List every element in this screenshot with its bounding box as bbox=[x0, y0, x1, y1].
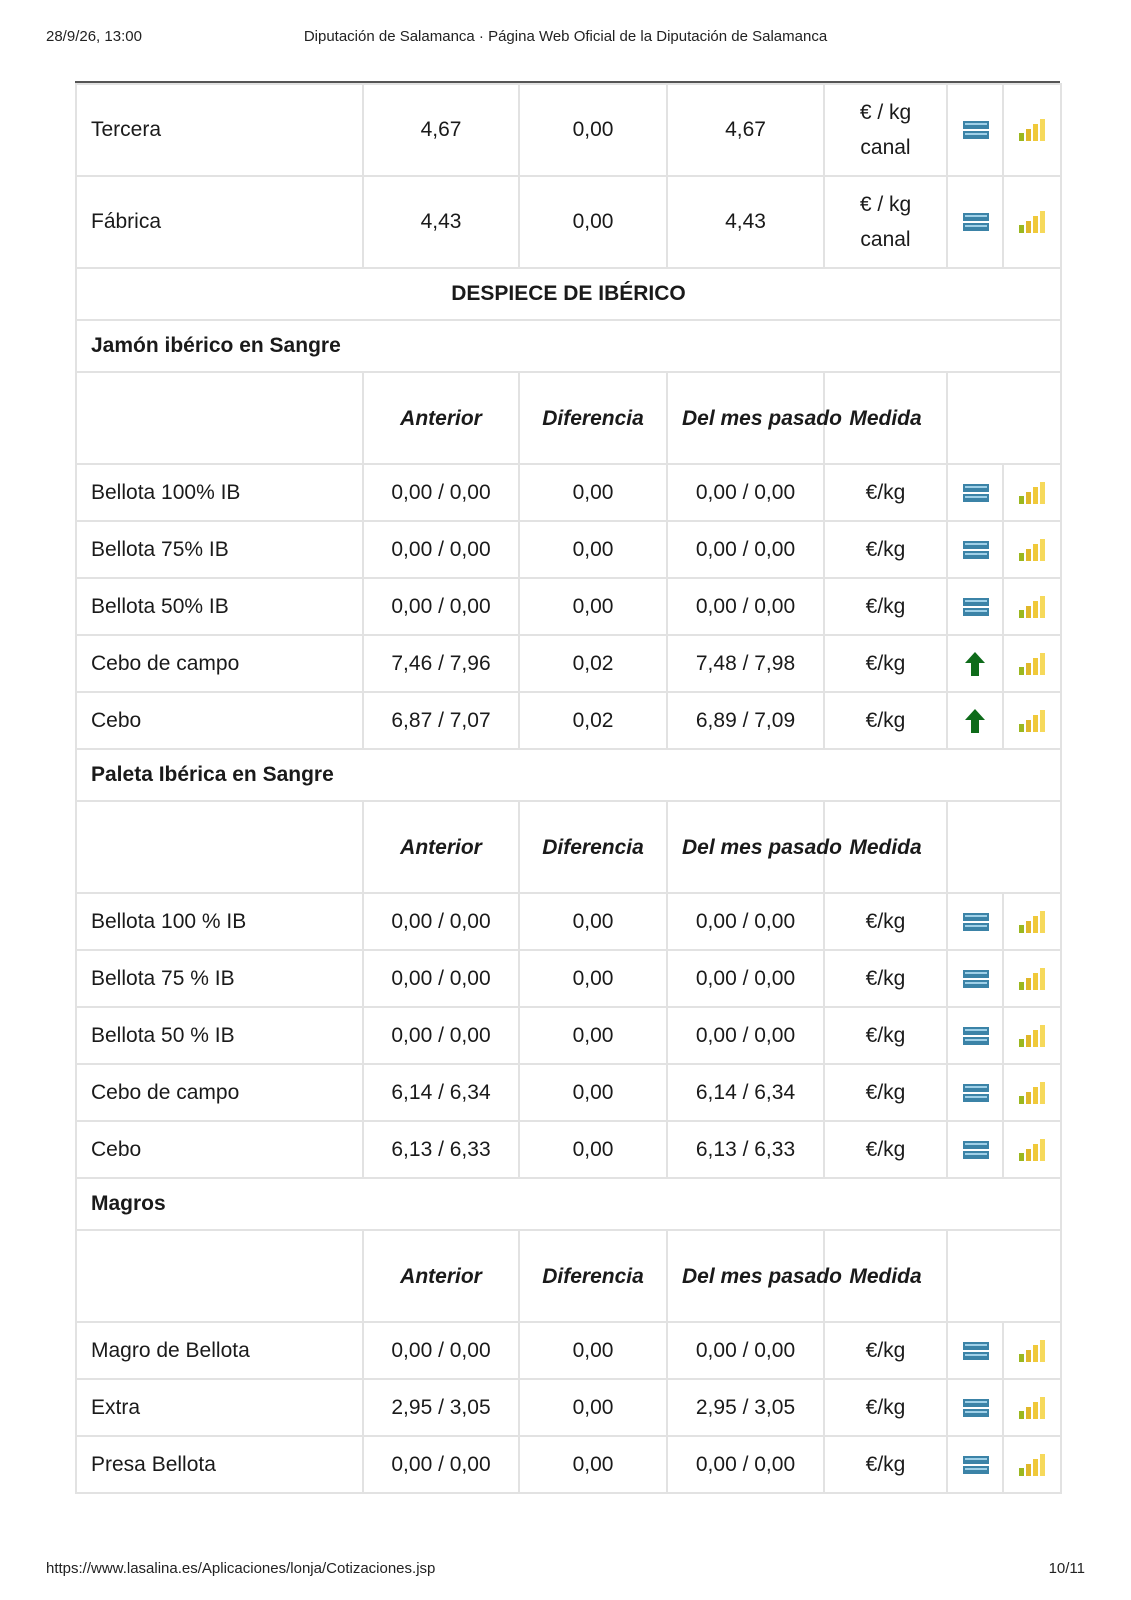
table-row bbox=[76, 950, 1061, 1007]
table-row bbox=[76, 893, 1061, 950]
row-diferencia: 0,00 bbox=[519, 893, 667, 950]
row-medida: €/kg bbox=[824, 692, 947, 749]
row-medida bbox=[824, 84, 947, 176]
row-medida: €/kg bbox=[824, 1322, 947, 1379]
row-medida: €/kg bbox=[824, 1007, 947, 1064]
row-diferencia: 0,00 bbox=[519, 1322, 667, 1379]
row-name: Presa Bellota bbox=[76, 1436, 363, 1493]
medida-line: € / kg bbox=[859, 101, 912, 124]
table-row bbox=[76, 1121, 1061, 1178]
header-icons-empty bbox=[947, 801, 1061, 893]
row-name: Cebo bbox=[76, 1121, 363, 1178]
equal-icon bbox=[947, 84, 1003, 176]
row-medida bbox=[824, 176, 947, 268]
row-anterior: 0,00 / 0,00 bbox=[363, 578, 519, 635]
table-row bbox=[76, 1064, 1061, 1121]
header-diferencia: Diferencia bbox=[519, 1230, 667, 1322]
equal-icon bbox=[947, 1121, 1003, 1178]
section-title: DESPIECE DE IBÉRICO bbox=[76, 268, 1061, 320]
bar-chart-icon[interactable] bbox=[1003, 176, 1061, 268]
row-name: Bellota 100 % IB bbox=[76, 893, 363, 950]
equal-icon bbox=[947, 464, 1003, 521]
row-name: Tercera bbox=[76, 84, 363, 176]
row-anterior: 6,14 / 6,34 bbox=[363, 1064, 519, 1121]
medida-line: € / kg bbox=[859, 193, 912, 216]
bar-chart-icon[interactable] bbox=[1003, 521, 1061, 578]
row-del-mes: 0,00 / 0,00 bbox=[667, 1436, 824, 1493]
header-del-mes: Del mes pasado bbox=[667, 1230, 824, 1322]
row-anterior: 0,00 / 0,00 bbox=[363, 950, 519, 1007]
print-datetime: 28/9/26, 13:00 bbox=[46, 28, 142, 45]
equal-icon bbox=[947, 893, 1003, 950]
column-header-row bbox=[76, 1230, 1061, 1322]
row-diferencia: 0,00 bbox=[519, 521, 667, 578]
row-anterior: 2,95 / 3,05 bbox=[363, 1379, 519, 1436]
print-page-title: Diputación de Salamanca · Página Web Oficial de la Diputación de Salamanca bbox=[303, 28, 828, 45]
row-diferencia: 0,02 bbox=[519, 635, 667, 692]
table-row bbox=[76, 1379, 1061, 1436]
table-row bbox=[76, 521, 1061, 578]
row-diferencia: 0,00 bbox=[519, 950, 667, 1007]
row-del-mes: 0,00 / 0,00 bbox=[667, 950, 824, 1007]
row-del-mes: 6,14 / 6,34 bbox=[667, 1064, 824, 1121]
row-diferencia: 0,00 bbox=[519, 1379, 667, 1436]
bar-chart-icon[interactable] bbox=[1003, 692, 1061, 749]
row-name: Cebo de campo bbox=[76, 1064, 363, 1121]
row-del-mes: 6,13 / 6,33 bbox=[667, 1121, 824, 1178]
header-medida: Medida bbox=[824, 1230, 947, 1322]
row-diferencia: 0,00 bbox=[519, 1121, 667, 1178]
print-header bbox=[46, 28, 1085, 48]
table-row bbox=[76, 176, 1061, 268]
group-title: Magros bbox=[76, 1178, 1061, 1230]
equal-icon bbox=[947, 521, 1003, 578]
row-medida: €/kg bbox=[824, 578, 947, 635]
row-diferencia: 0,00 bbox=[519, 1064, 667, 1121]
bar-chart-icon[interactable] bbox=[1003, 893, 1061, 950]
row-del-mes: 0,00 / 0,00 bbox=[667, 578, 824, 635]
row-del-mes: 4,67 bbox=[667, 84, 824, 176]
row-diferencia: 0,00 bbox=[519, 1436, 667, 1493]
equal-icon bbox=[947, 1436, 1003, 1493]
row-name: Magro de Bellota bbox=[76, 1322, 363, 1379]
row-medida: €/kg bbox=[824, 1436, 947, 1493]
group-title: Jamón ibérico en Sangre bbox=[76, 320, 1061, 372]
medida-line: canal bbox=[860, 228, 911, 251]
group-title-row bbox=[76, 1178, 1061, 1230]
row-medida: €/kg bbox=[824, 893, 947, 950]
header-medida: Medida bbox=[824, 801, 947, 893]
header-del-mes: Del mes pasado bbox=[667, 372, 824, 464]
header-del-mes: Del mes pasado bbox=[667, 801, 824, 893]
print-footer bbox=[46, 1560, 1085, 1580]
header-anterior: Anterior bbox=[363, 1230, 519, 1322]
bar-chart-icon[interactable] bbox=[1003, 1064, 1061, 1121]
header-anterior: Anterior bbox=[363, 801, 519, 893]
bar-chart-icon[interactable] bbox=[1003, 84, 1061, 176]
row-del-mes: 0,00 / 0,00 bbox=[667, 464, 824, 521]
table-row bbox=[76, 635, 1061, 692]
section-row bbox=[76, 268, 1061, 320]
bar-chart-icon[interactable] bbox=[1003, 1379, 1061, 1436]
bar-chart-icon[interactable] bbox=[1003, 1121, 1061, 1178]
up-arrow-icon bbox=[947, 635, 1003, 692]
row-medida: €/kg bbox=[824, 1379, 947, 1436]
row-medida: €/kg bbox=[824, 1121, 947, 1178]
row-name: Bellota 100% IB bbox=[76, 464, 363, 521]
header-empty bbox=[76, 372, 363, 464]
row-name: Bellota 75% IB bbox=[76, 521, 363, 578]
quotes-sheet bbox=[75, 81, 1060, 1494]
table-row bbox=[76, 1436, 1061, 1493]
row-del-mes: 0,00 / 0,00 bbox=[667, 893, 824, 950]
up-arrow-icon bbox=[947, 692, 1003, 749]
row-del-mes: 0,00 / 0,00 bbox=[667, 1322, 824, 1379]
equal-icon bbox=[947, 1379, 1003, 1436]
bar-chart-icon[interactable] bbox=[1003, 950, 1061, 1007]
print-url: https://www.lasalina.es/Aplicaciones/lonja/Cotizaciones.jsp bbox=[46, 1560, 436, 1577]
row-anterior: 4,67 bbox=[363, 84, 519, 176]
group-title: Paleta Ibérica en Sangre bbox=[76, 749, 1061, 801]
group-title-row bbox=[76, 320, 1061, 372]
equal-icon bbox=[947, 176, 1003, 268]
row-anterior: 0,00 / 0,00 bbox=[363, 521, 519, 578]
header-empty bbox=[76, 801, 363, 893]
header-empty bbox=[76, 1230, 363, 1322]
equal-icon bbox=[947, 1007, 1003, 1064]
row-name: Bellota 50 % IB bbox=[76, 1007, 363, 1064]
row-name: Cebo bbox=[76, 692, 363, 749]
row-del-mes: 4,43 bbox=[667, 176, 824, 268]
group-title-row bbox=[76, 749, 1061, 801]
header-anterior: Anterior bbox=[363, 372, 519, 464]
row-anterior: 0,00 / 0,00 bbox=[363, 893, 519, 950]
row-del-mes: 2,95 / 3,05 bbox=[667, 1379, 824, 1436]
row-name: Fábrica bbox=[76, 176, 363, 268]
table-row bbox=[76, 578, 1061, 635]
row-anterior: 7,46 / 7,96 bbox=[363, 635, 519, 692]
row-medida: €/kg bbox=[824, 521, 947, 578]
bar-chart-icon[interactable] bbox=[1003, 1322, 1061, 1379]
equal-icon bbox=[947, 1064, 1003, 1121]
header-icons-empty bbox=[947, 372, 1061, 464]
row-diferencia: 0,00 bbox=[519, 1007, 667, 1064]
row-del-mes: 0,00 / 0,00 bbox=[667, 521, 824, 578]
quotes-table bbox=[75, 83, 1062, 1494]
table-row bbox=[76, 1322, 1061, 1379]
row-anterior: 0,00 / 0,00 bbox=[363, 1436, 519, 1493]
bar-chart-icon[interactable] bbox=[1003, 1436, 1061, 1493]
row-anterior: 0,00 / 0,00 bbox=[363, 1322, 519, 1379]
row-anterior: 6,87 / 7,07 bbox=[363, 692, 519, 749]
table-row bbox=[76, 1007, 1061, 1064]
row-del-mes: 6,89 / 7,09 bbox=[667, 692, 824, 749]
row-anterior: 0,00 / 0,00 bbox=[363, 1007, 519, 1064]
table-row bbox=[76, 84, 1061, 176]
bar-chart-icon[interactable] bbox=[1003, 578, 1061, 635]
header-medida: Medida bbox=[824, 372, 947, 464]
row-diferencia: 0,02 bbox=[519, 692, 667, 749]
row-medida: €/kg bbox=[824, 1064, 947, 1121]
header-diferencia: Diferencia bbox=[519, 801, 667, 893]
row-name: Bellota 50% IB bbox=[76, 578, 363, 635]
print-page-number: 10/11 bbox=[1048, 1560, 1085, 1577]
row-name: Cebo de campo bbox=[76, 635, 363, 692]
row-diferencia: 0,00 bbox=[519, 464, 667, 521]
header-icons-empty bbox=[947, 1230, 1061, 1322]
column-header-row bbox=[76, 372, 1061, 464]
row-name: Bellota 75 % IB bbox=[76, 950, 363, 1007]
bar-chart-icon[interactable] bbox=[1003, 635, 1061, 692]
row-anterior: 0,00 / 0,00 bbox=[363, 464, 519, 521]
row-diferencia: 0,00 bbox=[519, 176, 667, 268]
row-diferencia: 0,00 bbox=[519, 84, 667, 176]
medida-line: canal bbox=[860, 136, 911, 159]
row-del-mes: 7,48 / 7,98 bbox=[667, 635, 824, 692]
row-medida: €/kg bbox=[824, 635, 947, 692]
bar-chart-icon[interactable] bbox=[1003, 464, 1061, 521]
equal-icon bbox=[947, 578, 1003, 635]
row-anterior: 4,43 bbox=[363, 176, 519, 268]
row-anterior: 6,13 / 6,33 bbox=[363, 1121, 519, 1178]
row-name: Extra bbox=[76, 1379, 363, 1436]
bar-chart-icon[interactable] bbox=[1003, 1007, 1061, 1064]
header-diferencia: Diferencia bbox=[519, 372, 667, 464]
table-row bbox=[76, 464, 1061, 521]
table-row bbox=[76, 692, 1061, 749]
equal-icon bbox=[947, 1322, 1003, 1379]
row-del-mes: 0,00 / 0,00 bbox=[667, 1007, 824, 1064]
equal-icon bbox=[947, 950, 1003, 1007]
row-medida: €/kg bbox=[824, 950, 947, 1007]
row-diferencia: 0,00 bbox=[519, 578, 667, 635]
row-medida: €/kg bbox=[824, 464, 947, 521]
column-header-row bbox=[76, 801, 1061, 893]
